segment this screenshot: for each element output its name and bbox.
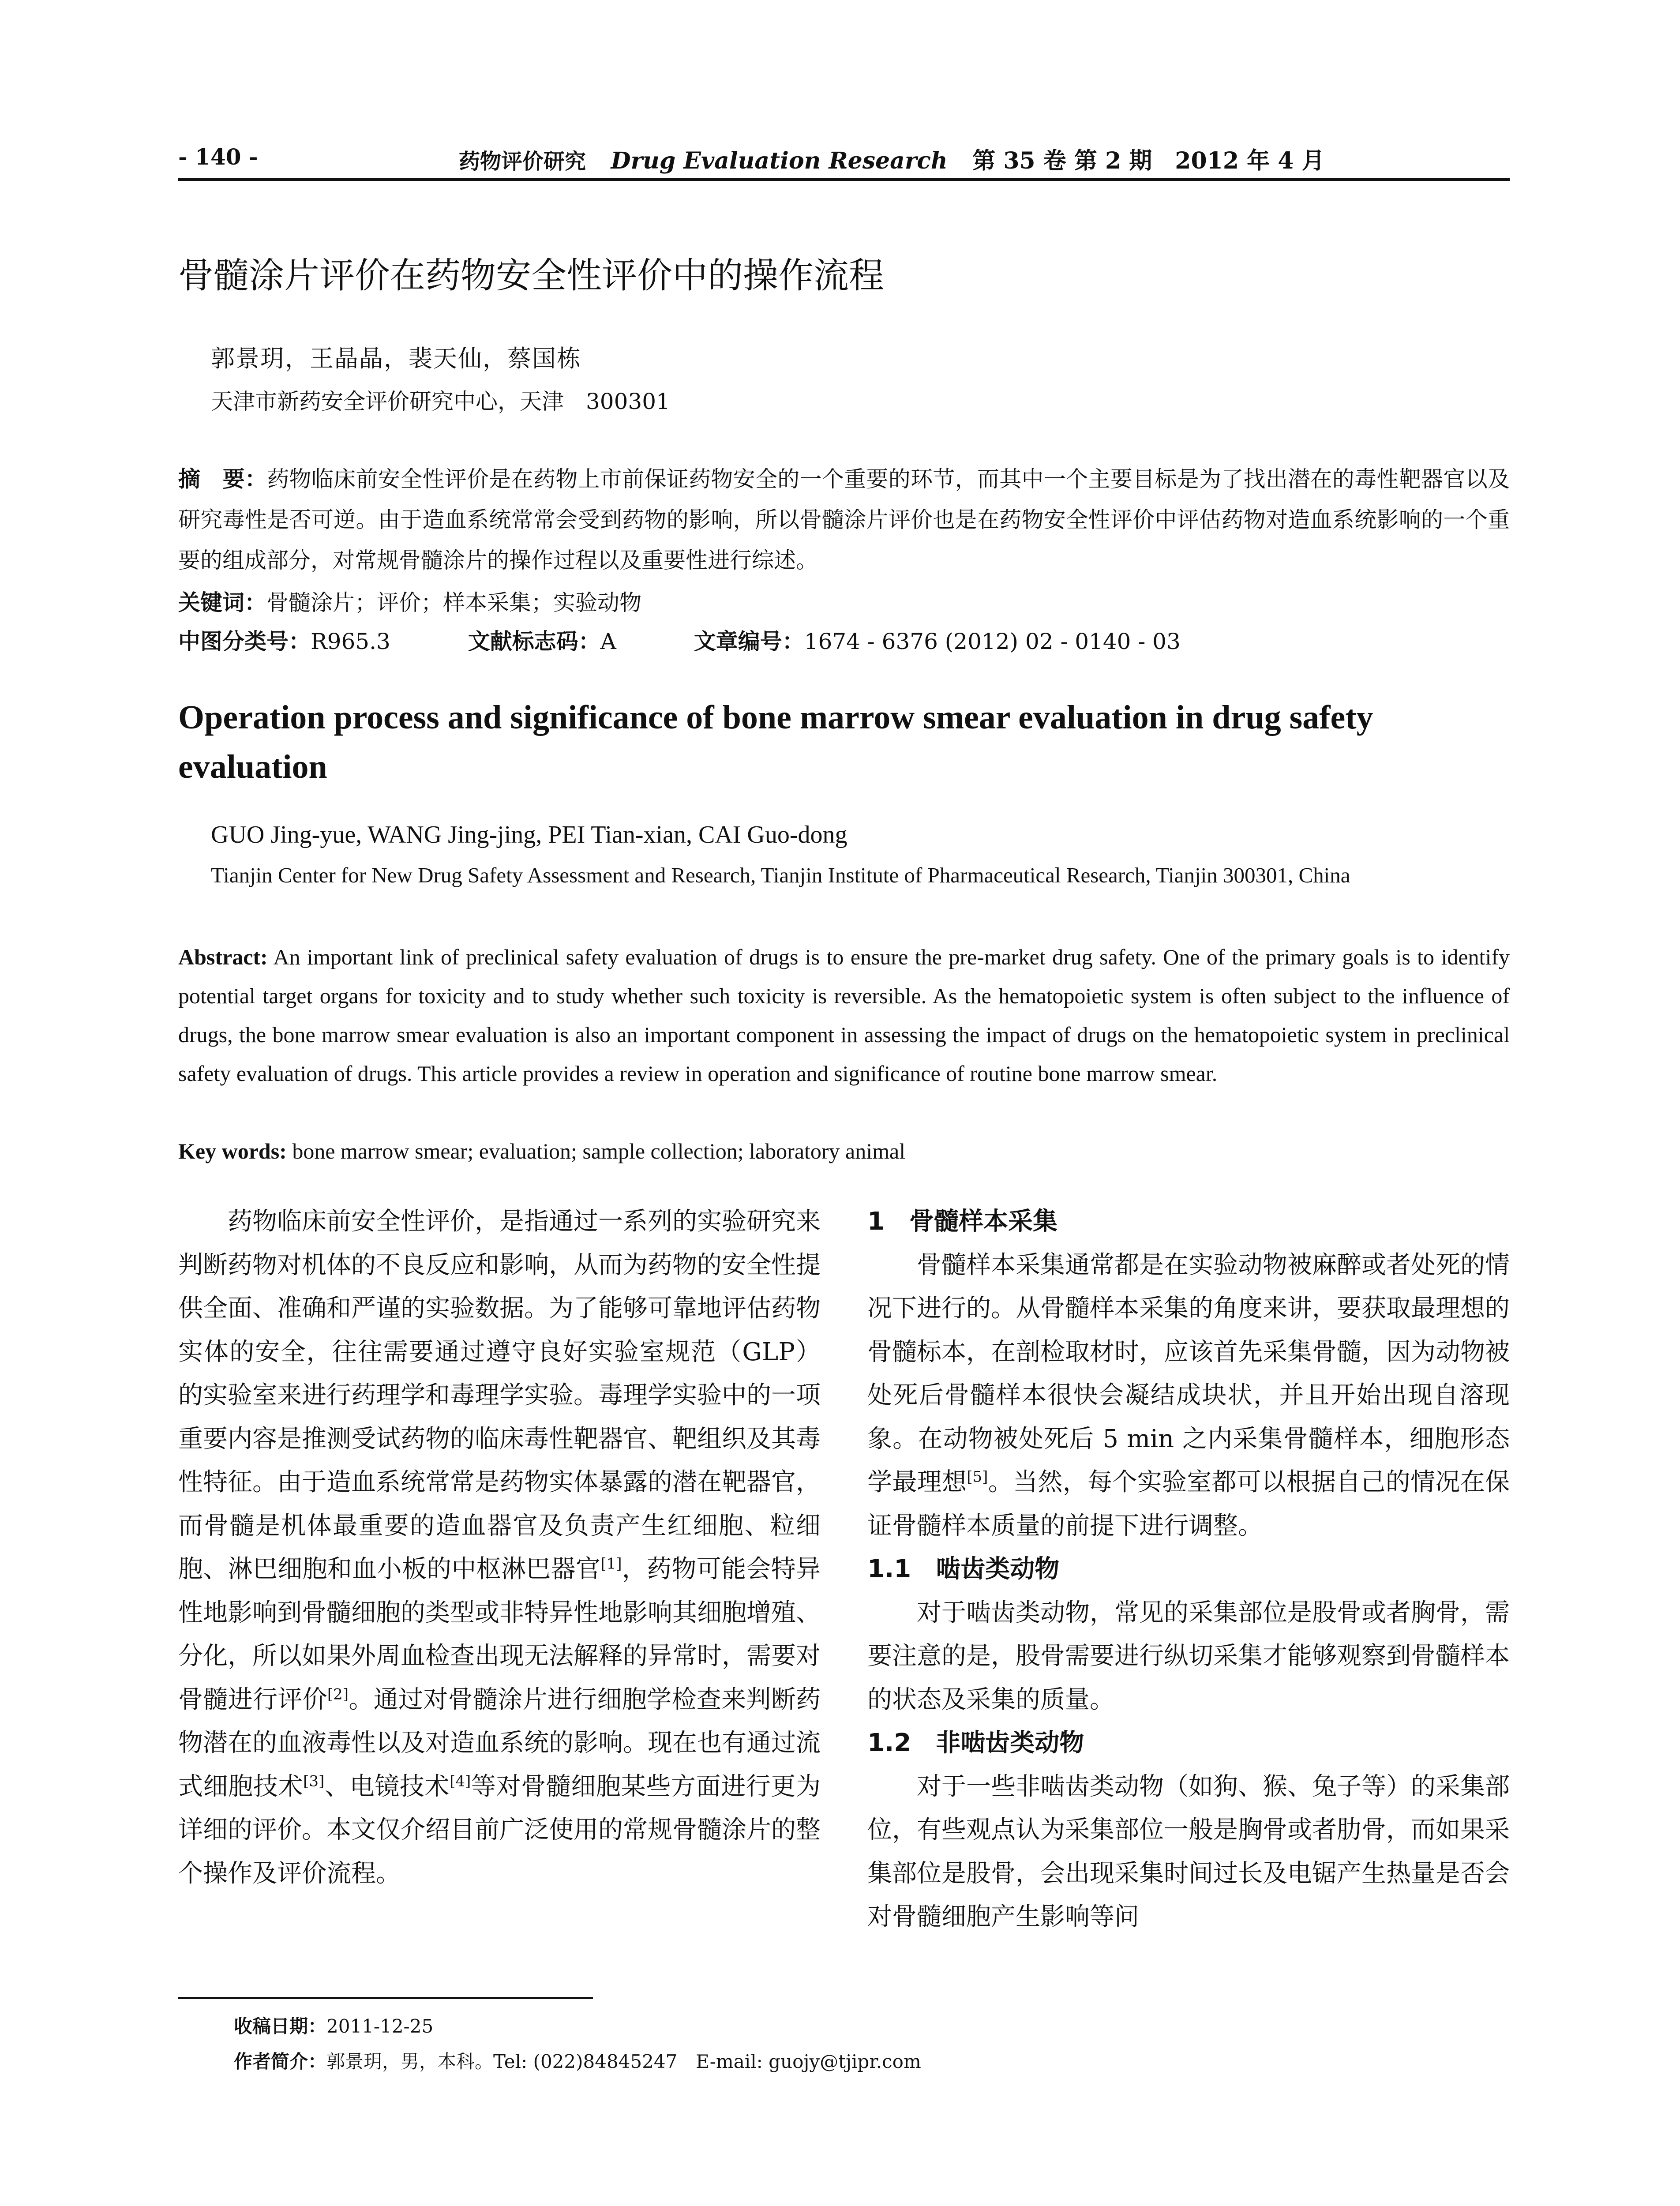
article-number [694,629,1181,654]
author-bio-value: 郭景玥，男，本科。Tel: (022)84845247 E-mail: guojy@tjipr.com [326,2051,921,2072]
author-bio-label: 作者简介： [234,2051,327,2072]
chinese-abstract-text: 药物临床前安全性评价是在药物上市前保证药物安全的一个重要的环节，而其中一个主要目标是为了找出潜在的毒性靶器官以及研究毒性是否可逆。由于造血系统常常会受到药物的影响，所以骨髓涂片评价也是在药物安全性评价中评估药物对造血系统影响的一个重要的组成部分，对常规骨髓涂片的操作过程以及重要性进行综述。 [178,466,1510,573]
classification-label: 中图分类号： [178,629,311,654]
intro-text-1: 药物临床前安全性评价，是指通过一系列的实验研究来判断药物对机体的不良反应和影响，从而为药物的安全性提供全面、准确和严谨的实验数据。为了能够可靠地评估药物实体的安全，往往需要通过遵守良好实验室规范（GLP）的实验室来进行药理学和毒理学实验。毒理学实验中的一项重要内容是推测受试药物的临床毒性靶器官、靶组织及其毒性特征。由于造血系统常常是药物实体暴露的潜在靶器官，而骨髓是机体最重要的造血器官及负责产生红细胞、粒细胞、淋巴细胞和血小板的中枢淋巴器官 [178,1207,821,1583]
intro-paragraph [178,1200,821,1895]
english-abstract-text: An important link of preclinical safety evaluation of drugs is to ensure the pre-market drug safety. One of the primary goals is to identify potential target organs for toxicity and to study whether such toxicity is reversible. As the hematopoietic system is often subject to the influence of drugs, the bone marrow smear evaluation is also an important component in assessing the impact of drugs on the hematopoietic system in preclinical safety evaluation of drugs. This article provides a review in operation and significance of routine bone marrow smear. [178,945,1510,1086]
journal-logo: 药物评价研究 [459,149,586,174]
body-column-right [867,1200,1510,1939]
chinese-title: 骨髓涂片评价在药物安全性评价中的操作流程 [178,255,884,296]
chinese-keywords [178,582,1510,623]
english-title: Operation process and significance of bone marrow smear evaluation in drug safety evaluation [178,699,1373,785]
document-code-label: 文献标志码： [468,629,600,654]
header-rule [178,178,1510,181]
chinese-authors: 郭景玥，王晶晶，裴天仙，蔡国栋 [211,345,581,372]
section-1-2-paragraph: 对于一些非啮齿类动物（如狗、猴、兔子等）的采集部位，有些观点认为采集部位一般是胸骨或者肋骨，而如果采集部位是股骨，会出现采集时间过长及电锯产生热量是否会对骨髓细胞产生影响等问 [867,1772,1510,1931]
english-abstract-label: Abstract: [178,945,268,969]
section-1-text-1: 骨髓样本采集通常都是在实验动物被麻醉或者处死的情况下进行的。从骨髓样本采集的角度来讲，要获取最理想的骨髓标本，在剖检取材时，应该首先采集骨髓，因为动物被处死后骨髓样本很快会凝结成块状，并且开始出现自溶现象。在动物被处死后 5 min 之内采集骨髓样本，细胞形态学最理想 [867,1250,1510,1497]
intro-text-2: ，药物可能会特异性地影响到骨髓细胞的类型或非特异性地影响其细胞增殖、分化，所以如果外周血检查出现无法解释的异常时，需要对骨髓进行评价 [178,1555,821,1714]
section-1-text-2: 。当然，每个实验室都可以根据自己的情况在保证骨髓样本质量的前提下进行调整。 [867,1468,1510,1540]
article-number-value: 1674 - 6376 (2012) 02 - 0140 - 03 [804,629,1181,654]
received-value: 2011-12-25 [326,2015,434,2037]
body-column-left [178,1200,821,1895]
english-keywords-text: bone marrow smear; evaluation; sample collection; laboratory animal [292,1139,906,1163]
english-keywords-label: Key words: [178,1139,287,1163]
citation-4: [4] [450,1772,471,1790]
citation-5: [5] [967,1468,988,1486]
author-bio [234,2047,921,2074]
section-heading-1-2: 1.2 非啮齿类动物 [867,1729,1084,1757]
article-number-label: 文章编号： [694,629,804,654]
document-code-value: A [600,629,616,654]
intro-text-3: 。通过对骨髓涂片进行细胞学检查来判断药物潜在的血液毒性以及对造血系统的影响。现在也有通过流式细胞技术 [178,1685,821,1801]
intro-text-5: 等对骨髓细胞某些方面进行更为详细的评价。本文仅介绍目前广泛使用的常规骨髓涂片的整个操作及评价流程。 [178,1772,821,1888]
classification-number [178,629,390,654]
section-1-paragraph [867,1244,1510,1548]
running-header [459,142,1325,175]
received-date [234,2012,433,2038]
chinese-abstract [178,459,1510,581]
document-code [468,629,616,654]
footnote-rule [178,1997,593,1999]
classification-value: R965.3 [311,629,390,654]
received-label: 收稿日期： [234,2015,327,2037]
chinese-keywords-text: 骨髓涂片；评价；样本采集；实验动物 [266,590,641,615]
english-authors: GUO Jing-yue, WANG Jing-jing, PEI Tian-xian, CAI Guo-dong [211,821,848,848]
chinese-affiliation: 天津市新药安全评价研究中心，天津 300301 [211,389,670,414]
page-number: - 140 - [178,144,258,170]
classification-line [178,621,1510,662]
citation-2: [2] [327,1685,349,1703]
journal-name: Drug Evaluation Research [611,147,948,174]
english-affiliation: Tianjin Center for New Drug Safety Assessment and Research, Tianjin Institute of Pharmaceutical Research, Tianjin 300301, China [211,863,1350,887]
citation-3: [3] [303,1772,325,1790]
citation-1: [1] [600,1555,622,1573]
section-heading-1: 1 骨髓样本采集 [867,1207,1058,1236]
section-1-1-paragraph: 对于啮齿类动物，常见的采集部位是股骨或者胸骨，需要注意的是，股骨需要进行纵切采集才能够观察到骨髓样本的状态及采集的质量。 [867,1598,1510,1714]
english-abstract [178,938,1510,1093]
intro-text-4: 、电镜技术 [324,1772,450,1801]
issue-info: 第 35 卷 第 2 期 2012 年 4 月 [972,147,1325,174]
chinese-abstract-label: 摘 要： [178,466,267,492]
english-keywords [178,1132,1510,1171]
section-heading-1-1: 1.1 啮齿类动物 [867,1555,1060,1583]
chinese-keywords-label: 关键词： [178,590,266,615]
